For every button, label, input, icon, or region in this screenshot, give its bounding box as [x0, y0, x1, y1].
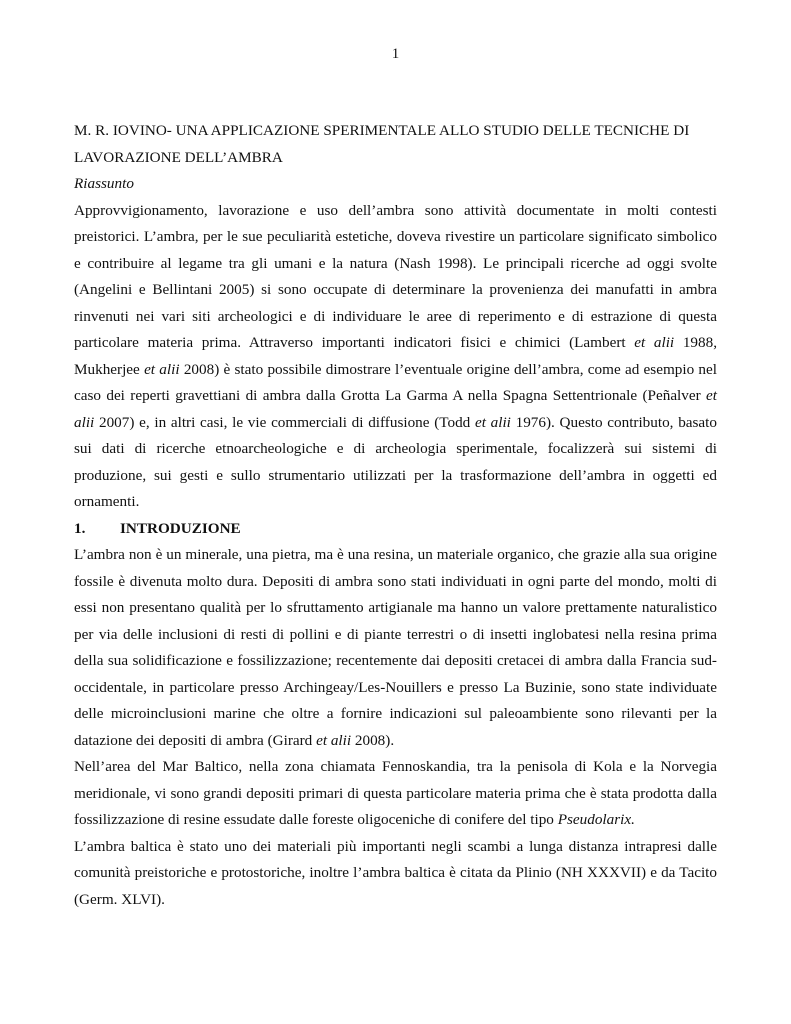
abstract-etalii-4: et alii [474, 413, 511, 431]
abstract-text-2: 1988, Mukherjee [74, 334, 717, 378]
abstract-etalii-3: et alii [74, 387, 717, 431]
section-title: INTRODUZIONE [120, 519, 241, 537]
intro-paragraph-1 [74, 542, 717, 754]
abstract-etalii-1: et alii [634, 334, 675, 351]
document-body [74, 118, 717, 913]
intro-2-text: Nell’area del Mar Baltico, nella zona chiamata Fennoskandia, tra la penisola di Kola e la Norvegia meridionale, vi sono grandi depositi primari di questa particolare materia prima che è stata prodotta dalla fossilizzazione di resine essudate dalle foreste oligoceniche di conifere del tipo [74, 758, 717, 828]
page-number: 1 [391, 46, 400, 62]
abstract-heading: Riassunto [74, 175, 134, 192]
abstract-paragraph [74, 198, 717, 516]
abstract-text-1: Approvvigionamento, lavorazione e uso dell’ambra sono attività documentate in molti contesti preistorici. L’ambra, per le sue peculiarità estetiche, doveva rivestire un particolare significato simbolico e contribuire al legame tra gli umani e la natura (Nash 1998). Le principali ricerche ad oggi svolte (Angelini e Bellintani 2005) si sono occupate di determinare la provenienza dei manufatti in ambra rinvenuti nei vari siti archeologici e di individuare le aree di reperimento e di estrazione di questa particolare materia prima. Attraverso importanti indicatori fisici e chimici (Lambert [74, 201, 717, 351]
intro-1-etalii: et alii [316, 731, 352, 749]
abstract-text-3: 2008) è stato possibile dimostrare l’eventuale origine dell’ambra, come ad esempio nel caso dei reperti gravettiani di ambra dalla Grotta La Garma A nella Spagna Settentrionale (Peñalver [74, 360, 717, 404]
intro-1-text-1: L’ambra non è un minerale, una pietra, ma è una resina, un materiale organico, che grazie alla sua origine fossile è divenuta molto dura. Depositi di ambra sono stati individuati in ogni parte del mondo, molti di essi non presentano qualità per lo sfruttamento artigianale ma hanno un valore prettamente naturalistico per via delle inclusioni di resti di pollini e di piante terrestri o di insetti inglobatesi nella resina prima della sua solidificazione e fossilizzazione; recentemente dai depositi cretacei di ambra dalla Francia sud-occidentale, in particolare presso Archingeay/Les-Nouillers e presso La Buzinie, sono state individuate delle microinclusioni marine che oltre a fornire indicazioni sul paleoambiente sono rilevanti per la datazione dei depositi di ambra (Girard [74, 546, 717, 749]
intro-3-text: L’ambra baltica è stato uno dei materiali più importanti negli scambi a lunga distanza intrapresi dalle comunità preistoriche e protostoriche, inoltre l’ambra baltica è citata da Plinio (NH XXXVII) e da Tacito (Germ. XLVI). [74, 837, 717, 908]
abstract-text-4: 2007) e, in altri casi, le vie commerciali di diffusione (Todd [94, 413, 475, 431]
intro-paragraph-3 [74, 834, 717, 914]
intro-paragraph-2 [74, 754, 717, 834]
section-heading [74, 516, 717, 543]
intro-2-genus: Pseudolarix. [557, 811, 635, 828]
intro-1-text-2: 2008). [351, 731, 395, 749]
section-number: 1. [74, 519, 86, 537]
paper-title: M. R. IOVINO- UNA APPLICAZIONE SPERIMENTALE ALLO STUDIO DELLE TECNICHE DI LAVORAZIONE DELL’AMBRA [74, 122, 690, 166]
abstract-etalii-2: et alii [144, 360, 180, 378]
abstract-text-5: 1976). Questo contributo, basato sui dati di ricerche etnoarcheologiche e di archeologia sperimentale, focalizzerà sui sistemi di produzione, sui gesti e sullo strumentario utilizzati per la trasformazione dell’ambra in oggetti ed ornamenti. [74, 413, 717, 510]
